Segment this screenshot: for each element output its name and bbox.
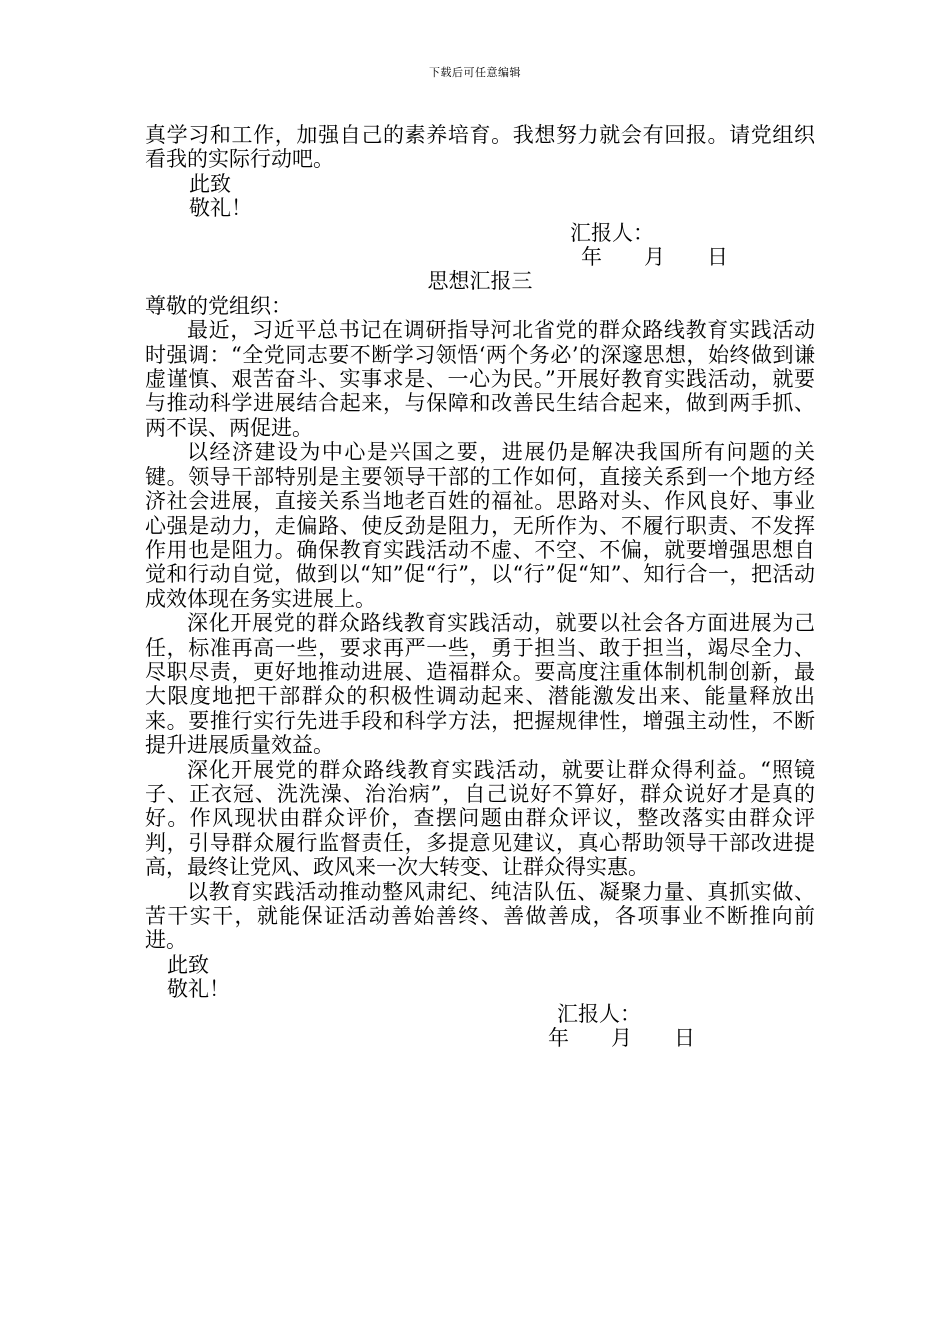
date-line: 年 月 日 <box>548 1026 695 1051</box>
body-paragraph: 最近，习近平总书记在调研指导河北省党的群众路线教育实践活动时强调：“全党同志要不断学习领悟‘两个务必’的深邃思想，始终做到谦虚谨慎、艰苦奋斗、实事求是、一心为民。”开展好教育实践活动，就要与推动科学进展结合起来，与保障和改善民生结合起来，做到两手抓、两不误、两促进。 <box>145 318 815 440</box>
body-paragraph: 深化开展党的群众路线教育实践活动，就要让群众得利益。“照镜子、正衣冠、洗洗澡、治治病”，自己说好不算好，群众说好才是真的好。作风现状由群众评价，查摆问题由群众评议，整改落实由群众评判，引导群众履行监督责任，多提意见建议，真心帮助领导干部改进提高，最终让党风、政风来一次大转变、让群众得实惠。 <box>145 757 815 880</box>
document-title: 思想汇报三 <box>427 269 533 294</box>
date-line: 年 月 日 <box>581 245 728 270</box>
reporter-label: 汇报人： <box>557 1001 641 1026</box>
closing-jing-li: 敬礼！ <box>167 977 230 1002</box>
body-paragraph: 深化开展党的群众路线教育实践活动，就要以社会各方面进展为己任，标准再高一些，要求再严一些，勇于担当、敢于担当，竭尽全力、尽职尽责，更好地推动进展、造福群众。要高度注重体制机制创新，最大限度地把干部群众的积极性调动起来、潜能激发出来、能量释放出来。要推行实行先进手段和科学方法，把握规律性，增强主动性，不断提升进展质量效益。 <box>145 611 815 758</box>
closing-ci-zhi: 此致 <box>167 952 209 977</box>
intro-paragraph: 真学习和工作，加强自己的素养培育。我想努力就会有回报。请党组织看我的实际行动吧。 <box>145 123 815 172</box>
greeting: 尊敬的党组织： <box>145 293 292 318</box>
closing-jing-li: 敬礼！ <box>189 196 252 221</box>
body-paragraph: 以经济建设为中心是兴国之要，进展仍是解决我国所有问题的关键。领导干部特别是主要领导干部的工作如何，直接关系到一个地方经济社会进展，直接关系当地老百姓的福祉。思路对头、作风良好、事业心强是动力，走偏路、使反劲是阻力，无所作为、不履行职责、不发挥作用也是阻力。确保教育实践活动不虚、不空、不偏，就要增强思想自觉和行动自觉，做到以“知”促“行”，以“行”促“知”、知行合一，把活动成效体现在务实进展上。 <box>145 440 815 611</box>
closing-ci-zhi: 此致 <box>189 171 231 196</box>
document-body <box>145 123 815 1050</box>
reporter-label: 汇报人： <box>570 220 654 245</box>
page-header-note: 下载后可任意编辑 <box>429 66 521 79</box>
body-paragraph: 以教育实践活动推动整风肃纪、纯洁队伍、凝聚力量、真抓实做、苦干实干，就能保证活动善始善终、善做善成，各项事业不断推向前进。 <box>145 879 815 953</box>
